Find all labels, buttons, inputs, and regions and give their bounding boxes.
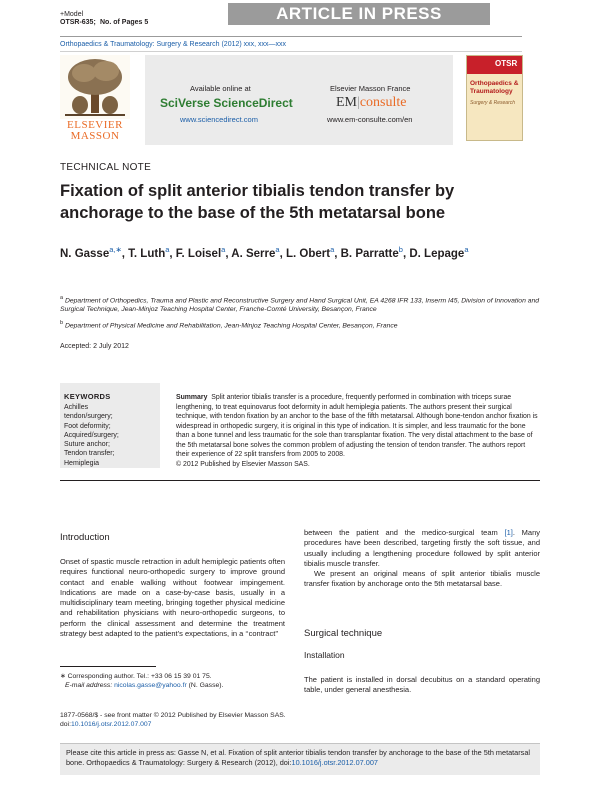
author[interactable]: F. Loisel$^a$ bbox=[175, 245, 226, 260]
page-count: No. of Pages 5 bbox=[100, 19, 149, 26]
publisher-name-line2: MASSON bbox=[70, 130, 120, 142]
installation-heading: Installation bbox=[304, 650, 345, 660]
issn-block bbox=[60, 711, 400, 729]
installation-paragraph: The patient is installed in dorsal decubitus on a standard operating table, under general anesthesia. bbox=[304, 675, 540, 695]
article-title: Fixation of split anterior tibialis tendon transfer by anchorage to the base of the 5th metatarsal bone bbox=[60, 182, 455, 222]
abstract-divider bbox=[60, 480, 540, 481]
keyword-item: tendon/surgery; bbox=[64, 413, 113, 421]
paragraph: We present an original means of split anterior tibialis muscle transfer fixation by anchorage onto the 5th metatarsal base. bbox=[304, 569, 540, 589]
journal-cover bbox=[466, 55, 523, 141]
intro-heading: Introduction bbox=[60, 532, 110, 543]
email-suffix: (N. Gasse). bbox=[186, 682, 224, 689]
author[interactable]: N. Gasse$^{a,∗}$ bbox=[60, 245, 122, 260]
paragraph: between the patient and the medico-surgical team [1]. Many procedures have been described, targeting firstly the soft tissue, and usually including a lengthening procedure followed by split anterior tibialis muscle transfer. bbox=[304, 528, 540, 568]
affiliation-a: $^a$ Department of Orthopedics, Trauma and Plastic and Reconstructive Surgery and Hand Surgical Unit, EA 4268 IFR 133, Inserm I45, Division of Innovation and Surgical Technique, Jean-Minjoz Teaching Hospital Center, Franche-Comté University, Besançon, France bbox=[60, 295, 540, 313]
author[interactable]: T. Luth$^a$ bbox=[128, 245, 170, 260]
em-consulte-link[interactable]: www.em-consulte.com/en bbox=[327, 115, 413, 124]
doc-otsr-code: OTSR-635; bbox=[60, 19, 96, 26]
cover-brand: OTSR bbox=[495, 59, 518, 68]
corresponding-author-footnote bbox=[60, 672, 300, 690]
doc-model-code: +Model bbox=[60, 11, 84, 18]
citation-doi-link[interactable]: 10.1016/j.otsr.2012.07.007 bbox=[291, 758, 378, 767]
keyword-item: Hemiplegia bbox=[64, 459, 100, 467]
em-logo-right: consulte bbox=[359, 95, 407, 110]
footnote-divider bbox=[60, 666, 156, 667]
summary-copyright: © 2012 Published by Elsevier Masson SAS. bbox=[176, 460, 310, 468]
right-column-text bbox=[304, 528, 540, 590]
summary-text: Split anterior tibialis transfer is a procedure, frequently performed in combination with triceps surae lengthening, to treat equinovarus foot deformity in adult hemiplegia patients. The authors present their surgical technique, with tendon fixation by an anchor to the base of the fifth metatarsal. Although bone-tendon anchor fixation is widespread in orthopedic surgery, it is original in this type of indication. It is simpler, and less traumatic for the bone than a bone tunnel and less traumatic for the sole than transplantar fixation. The very distal attachment to the base of the 5th metatarsal bone solves the common problem of adjusting the tension of tendon transfer. The authors report their experience of 22 split transfers from 2005 to 2008. bbox=[176, 394, 538, 458]
author[interactable]: A. Serre$^a$ bbox=[231, 245, 280, 260]
author[interactable]: D. Lepage$^a$ bbox=[409, 245, 469, 260]
summary-label: Summary bbox=[176, 394, 208, 401]
keyword-item: Acquired/surgery; bbox=[64, 431, 119, 439]
reference-link[interactable]: [1] bbox=[504, 528, 513, 537]
sciverse-logo bbox=[160, 96, 293, 110]
email-link[interactable]: nicolas.gasse@yahoo.fr bbox=[114, 682, 187, 689]
author[interactable]: B. Parratte$^b$ bbox=[340, 245, 403, 260]
author-list: N. Gasse$^{a,∗}$, T. Luth$^a$, F. Loisel$^a$, A. Serre$^a$, L. Obert$^a$, B. Parratte$^b$, D. Lepage$^a$ bbox=[60, 245, 469, 260]
author[interactable]: L. Obert$^a$ bbox=[285, 245, 335, 260]
publisher-name-line1: ELSEVIER bbox=[67, 119, 123, 131]
keyword-item: Tendon transfer; bbox=[64, 450, 115, 458]
corresponding-author: ∗ Corresponding author. Tel.: +33 06 15 39 01 75. bbox=[60, 673, 212, 680]
doi-label: doi: bbox=[60, 721, 71, 728]
sciverse-logo-text: SciVerse ScienceDirect bbox=[160, 96, 293, 110]
cover-title: Orthopaedics & Traumatology bbox=[470, 80, 519, 95]
keyword-item: Suture anchor; bbox=[64, 441, 110, 449]
keywords-list bbox=[64, 403, 159, 468]
em-consulte-logo: EM|consulte bbox=[336, 95, 407, 110]
elsevier-tree-icon bbox=[60, 55, 130, 119]
masthead-divider bbox=[60, 51, 522, 52]
keywords-title: KEYWORDS bbox=[64, 392, 111, 401]
keyword-item: Achilles bbox=[64, 404, 89, 411]
em-logo-left: EM bbox=[336, 95, 357, 110]
article-in-press-banner: ARTICLE IN PRESS bbox=[228, 3, 490, 25]
journal-reference[interactable]: Orthopaedics & Traumatology: Surgery & Research (2012) xxx, xxx—xxx bbox=[60, 41, 287, 48]
publisher-name bbox=[60, 120, 130, 142]
abstract bbox=[176, 393, 540, 469]
available-online-label: Available online at bbox=[190, 84, 251, 93]
issn-line: 1877-0568/$ - see front matter © 2012 Published by Elsevier Masson SAS. bbox=[60, 712, 286, 719]
doi-link[interactable]: 10.1016/j.otsr.2012.07.007 bbox=[70, 721, 152, 728]
accepted-date: Accepted: 2 July 2012 bbox=[60, 343, 129, 350]
keyword-item: Foot deformity; bbox=[64, 422, 111, 430]
surgical-technique-heading: Surgical technique bbox=[304, 628, 383, 639]
em-label: Elsevier Masson France bbox=[330, 84, 411, 93]
affiliation-b: $^b$ Department of Physical Medicine and Rehabilitation, Jean-Minjoz Teaching Hospital Center, Besançon, France bbox=[60, 320, 398, 330]
email-label: E-mail address: bbox=[65, 682, 113, 689]
article-type: TECHNICAL NOTE bbox=[60, 162, 152, 173]
header-divider bbox=[60, 36, 522, 37]
cover-subtitle: Surgery & Research bbox=[470, 100, 516, 106]
citation-text: Please cite this article in press as: Gasse N, et al. Fixation of split anterior tibialis tendon transfer by anchorage to the base of the 5th metatarsal bone. Orthopaedics & Traumatology: Surgery & Research (2012), doi: bbox=[66, 748, 530, 767]
sciencedirect-link[interactable]: www.sciencedirect.com bbox=[180, 115, 258, 124]
intro-paragraph: Onset of spastic muscle retraction in adult hemiplegic patients often requires functional neuro-orthopedic surgery to improve ground contact and enable walking without footwear impingement. Indications are made on a case-by-case basis, usually in a multidisciplinary team meeting, bringing together physical medicine and rehabilitation physicians with neuro-orthopedic surgeons, to perform the clinical assessment and determine the treatment strategy best adapted to the patient’s expectations, in a ‘‘contract’’ bbox=[60, 557, 285, 639]
citation-box bbox=[60, 743, 540, 775]
